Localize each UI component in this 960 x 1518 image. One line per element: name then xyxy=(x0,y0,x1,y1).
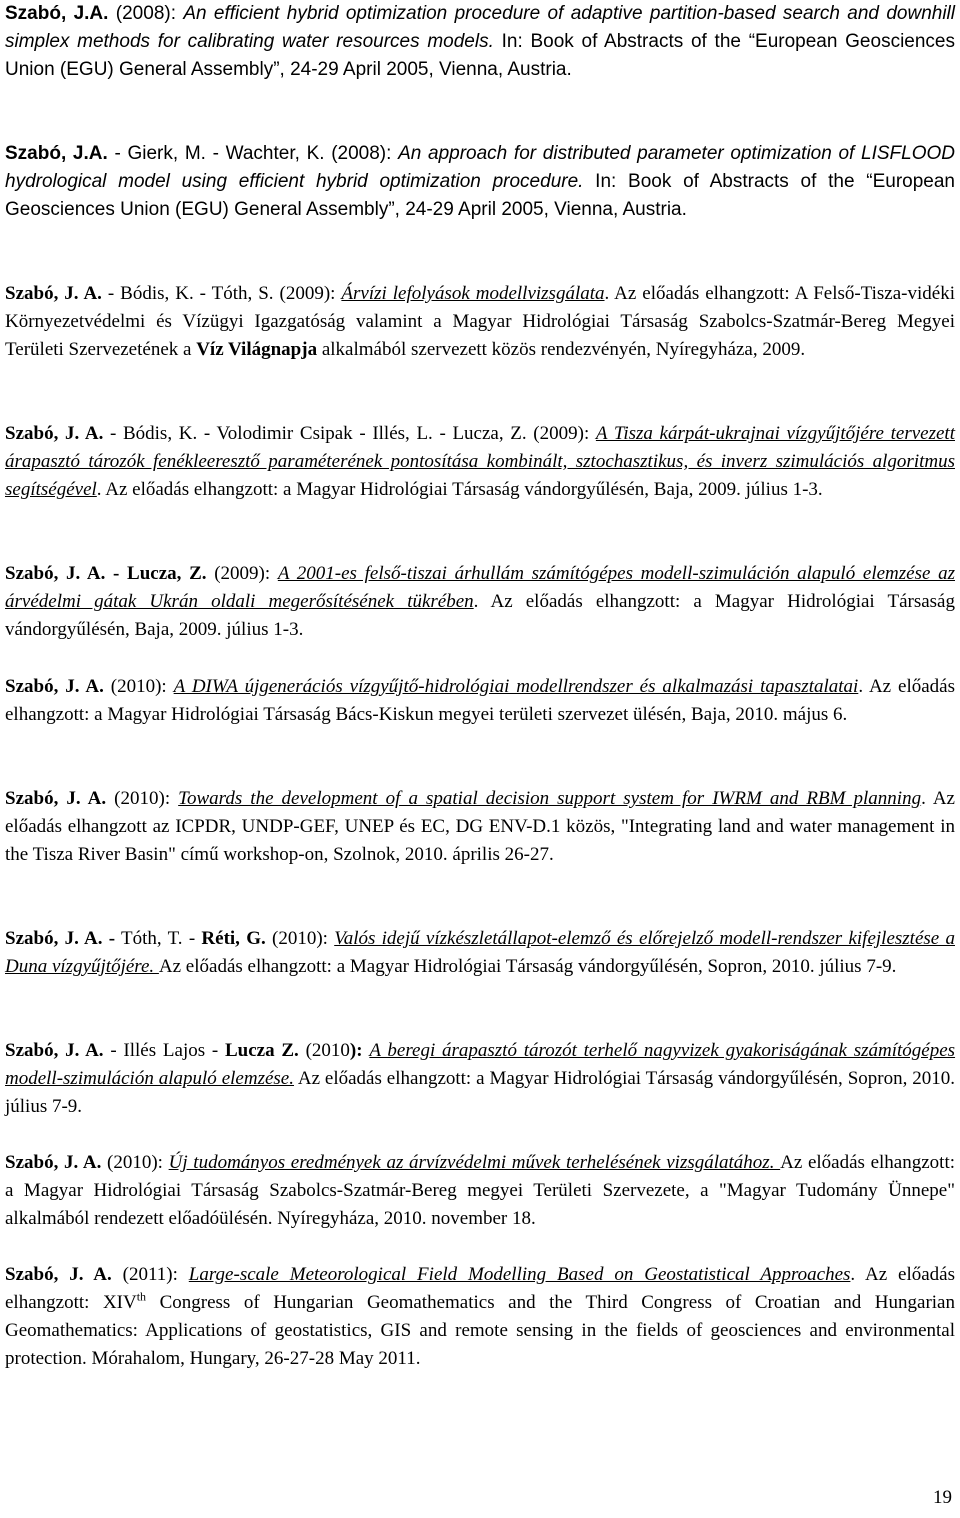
author-text: Szabó, J. A. xyxy=(5,788,107,809)
reference-text: - Gierk, M. - Wachter, K. (2008): xyxy=(107,143,399,164)
reference-text: - Illés Lajos - xyxy=(103,1040,225,1061)
title-text: Árvízi lefolyások modellvizsgálata xyxy=(341,283,605,304)
reference-text: . Az előadás elhangzott az ICPDR, UNDP-GEF, UNEP és EC, DG ENV-D.1 közös, "Integrating land and water management in the Tisza River Basin" című workshop-on, Szolnok, 2010. április 26-27. xyxy=(5,788,955,865)
reference-entry xyxy=(5,140,955,224)
reference-entry xyxy=(5,0,955,84)
reference-entry xyxy=(5,1037,955,1121)
author-text: Szabó, J. A. xyxy=(5,1040,104,1061)
author-text: Szabó, J. A. - Lucza, Z. xyxy=(5,563,207,584)
title-text: Large-scale Meteorological Field Modelling Based on Geostatistical Approaches xyxy=(188,1264,851,1285)
title-text: A 2001-es felső-tiszai árhullám számítógépes modell-szimuláción alapuló elemzése az árvédelmi gátak Ukrán oldali megerősítésének tükrében xyxy=(5,563,955,612)
author-text: Szabó, J. A. xyxy=(5,423,104,444)
reference-text: In: Book of Abstracts of the “European Geosciences Union (EGU) General Assembly”, 24-29 April 2005, Vienna, Austria. xyxy=(5,171,956,220)
reference-entry xyxy=(5,925,955,981)
author-text: Szabó, J.A. xyxy=(5,3,109,24)
reference-text: . Az előadás elhangzott: A Felső-Tisza-vidéki Környezetvédelmi és Vízügyi Igazgatóság valamint a Magyar Hidrológiai Társaság Szabolcs-Szatmár-Bereg Megyei Területi Szervezetének a xyxy=(5,283,955,360)
reference-text: In: Book of Abstracts of the “European Geosciences Union (EGU) General Assembly”, 24-29 April 2005, Vienna, Austria. xyxy=(5,31,955,80)
reference-text: (2010): xyxy=(106,788,179,809)
title-text: Új tudományos eredmények az árvízvédelmi művek terhelésének vizsgálatához. xyxy=(168,1152,781,1173)
author-text: Szabó, J. A. xyxy=(5,1152,102,1173)
author-text: Réti, G. xyxy=(201,928,266,949)
author-text: Szabó, J. A. - xyxy=(5,928,116,949)
reference-text: . Az előadás elhangzott: a Magyar Hidrológiai Társaság vándorgyűlésén, Baja, 2009. július 1-3. xyxy=(96,479,823,500)
title-text: A beregi árapasztó tározót terhelő nagyvizek gyakoriságának számítógépes modell-szimuláción alapuló elemzése. xyxy=(5,1040,956,1089)
reference-entry xyxy=(5,560,955,644)
reference-entry xyxy=(5,1149,955,1233)
author-text: Szabó, J. A. xyxy=(5,676,104,697)
reference-text: . Az előadás elhangzott: a Magyar Hidrológiai Társaság vándorgyűlésén, Baja, 2009. július 1-3. xyxy=(5,591,955,640)
author-text: Szabó, J. A. xyxy=(5,1264,112,1285)
author-text: Lucza Z. xyxy=(225,1040,299,1061)
author-text: Szabó, J.A. xyxy=(5,143,108,164)
reference-text: (2011): xyxy=(111,1264,189,1285)
reference-text: alkalmából szervezett közös rendezvényén, Nyíregyháza, 2009. xyxy=(317,339,806,360)
superscript: th xyxy=(136,1289,147,1304)
reference-text: . Az előadás elhangzott: XIV xyxy=(5,1264,956,1313)
author-text: Víz Világnapja xyxy=(196,339,318,360)
reference-text: (2009): xyxy=(206,563,278,584)
reference-entry xyxy=(5,420,955,504)
reference-text: - Bódis, K. - Volodimir Csipak - Illés, L. - Lucza, Z. (2009): xyxy=(103,423,596,444)
reference-text: - Bódis, K. - Tóth, S. (2009): xyxy=(101,283,342,304)
reference-text: Congress of Hungarian Geomathematics and the Third Congress of Croatian and Hungarian Geomathematics: Applications of geostatistics, GIS and remote sensing in the fields of geosciences and environmental protection. Mórahalom, Hungary, 26-27-28 May 2011. xyxy=(5,1292,955,1369)
reference-text: (2010): xyxy=(265,928,335,949)
reference-text: (2010 xyxy=(298,1040,350,1061)
reference-entry xyxy=(5,1261,955,1373)
page-number: 19 xyxy=(933,1487,952,1508)
title-text: A DIWA újgenerációs vízgyűjtő-hidrológiai modellrendszer és alkalmazási tapasztalatai xyxy=(173,676,859,697)
title-text: A Tisza kárpát-ukrajnai vízgyűjtőjére tervezett árapasztó tározók fenékleeresztő paraméterének pontosítása kombinált, sztochasztikus, és inverz szimulációs algoritmus segítségével xyxy=(5,423,955,500)
reference-entry xyxy=(5,280,955,364)
reference-text: Az előadás elhangzott: a Magyar Hidrológiai Társaság vándorgyűlésén, Sopron, 2010. július 7-9. xyxy=(158,956,897,977)
reference-text: . Az előadás elhangzott: a Magyar Hidrológiai Társaság Bács-Kiskun megyei területi szervezet ülésén, Baja, 2010. május 6. xyxy=(5,676,955,725)
title-text: An efficient hybrid optimization procedure of adaptive partition-based search and downhill simplex methods for calibrating water resources models. xyxy=(5,3,955,52)
reference-entry xyxy=(5,673,955,729)
title-text: Towards the development of a spatial decision support system for IWRM and RBM planning xyxy=(178,788,922,809)
reference-text: (2010): xyxy=(103,676,174,697)
title-text: An approach for distributed parameter optimization of LISFLOOD hydrological model using efficient hybrid optimization procedure. xyxy=(5,143,955,192)
title-text: Valós idejű vízkészletállapot-elemző és előrejelző modell-rendszer kifejlesztése a Duna vízgyűjtőjére. xyxy=(5,928,955,977)
reference-text: Az előadás elhangzott: a Magyar Hidrológiai Társaság Szabolcs-Szatmár-Bereg megyei Területi Szervezete, a "Magyar Tudomány Ünnepe" alkalmából rendezett előadóülésén. Nyíregyháza, 2010. november 18. xyxy=(5,1152,956,1229)
author-text: ): xyxy=(349,1040,363,1061)
reference-entry xyxy=(5,785,955,869)
author-text: Szabó, J. A. xyxy=(5,283,102,304)
reference-text: (2008): xyxy=(108,3,184,24)
reference-text: Tóth, T. - xyxy=(115,928,202,949)
reference-text: Az előadás elhangzott: a Magyar Hidrológiai Társaság vándorgyűlésén, Sopron, 2010. július 7-9. xyxy=(5,1068,955,1117)
reference-text: (2010): xyxy=(101,1152,169,1173)
